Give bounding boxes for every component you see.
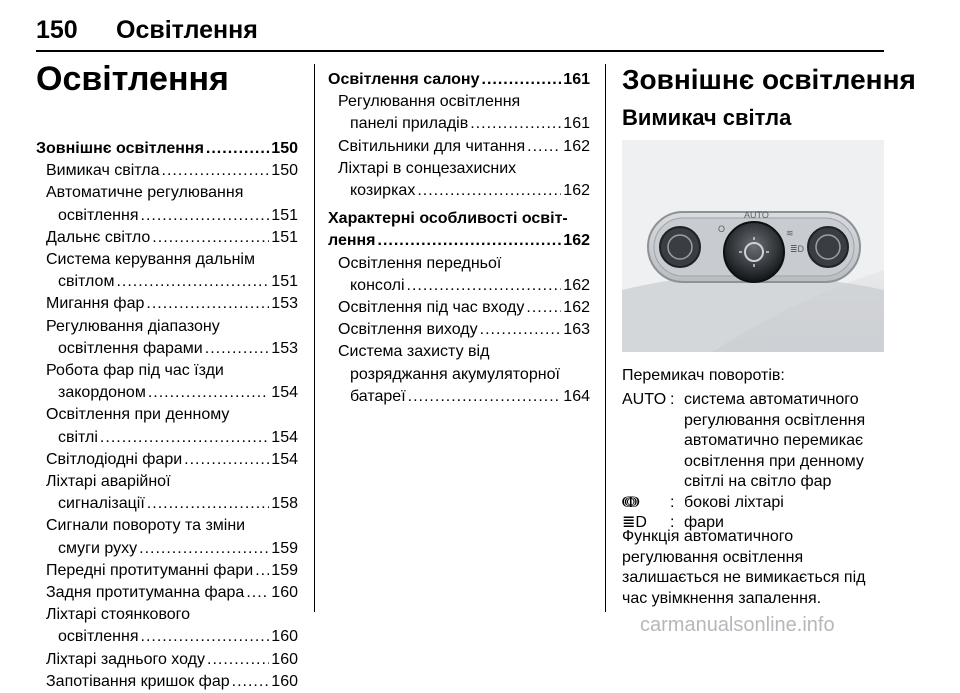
toc-entry-text: Ліхтарі в сонцезахисних bbox=[338, 159, 517, 177]
toc-page-number: 158 bbox=[271, 495, 298, 513]
toc-entry bbox=[328, 136, 590, 158]
toc-leader-dots bbox=[146, 293, 269, 315]
toc-leader-dots bbox=[246, 582, 269, 604]
definition-line: світлі на світло фар bbox=[684, 473, 832, 490]
toc-entry-text: розряджання акумуляторної bbox=[350, 365, 560, 383]
switch-definitions bbox=[622, 390, 884, 534]
running-title: Освітлення bbox=[116, 16, 258, 44]
definition-line: регулювання освітлення bbox=[684, 411, 866, 429]
toc-entry bbox=[36, 227, 298, 249]
toc-leader-dots bbox=[162, 160, 270, 182]
definition-separator: : bbox=[670, 493, 675, 511]
subsection-title: Вимикач світла bbox=[622, 105, 792, 130]
toc-entry-label: Світлодіодні фари bbox=[46, 450, 183, 468]
definition-value bbox=[684, 493, 884, 514]
paragraph-line: Функція автоматичного bbox=[622, 528, 794, 545]
toc-page-number: 159 bbox=[271, 561, 298, 579]
toc-entry-text: Освітлення при денному bbox=[46, 406, 230, 424]
toc-page-number: 161 bbox=[563, 115, 590, 133]
toc-entry-text: Автоматичне регулювання bbox=[46, 184, 244, 202]
toc-leader-dots bbox=[139, 538, 269, 560]
toc-page-number: 162 bbox=[563, 232, 590, 250]
column-divider-right bbox=[605, 64, 606, 612]
paragraph-line: час увімкнення запалення. bbox=[622, 589, 822, 607]
toc-entry bbox=[36, 582, 298, 604]
toc-entry bbox=[328, 297, 590, 319]
definition-line: система автоматичного bbox=[684, 391, 859, 408]
toc-page-number: 160 bbox=[271, 584, 298, 602]
svg-text:≣D: ≣D bbox=[790, 244, 805, 254]
definition-key: ≣D bbox=[622, 514, 647, 531]
auto-label: AUTO bbox=[744, 210, 769, 220]
toc-leader-dots bbox=[480, 319, 562, 341]
toc-leader-dots bbox=[407, 275, 562, 297]
toc-leader-dots bbox=[408, 386, 562, 408]
toc-page-number: 162 bbox=[563, 137, 590, 155]
toc-leader-dots bbox=[152, 227, 269, 249]
toc-entry bbox=[36, 271, 298, 293]
definition-row bbox=[622, 493, 884, 514]
toc-entry-text: Регулювання освітлення bbox=[338, 93, 521, 111]
toc-entry-label: Зовнішнє освітлення bbox=[36, 140, 204, 157]
toc-entry bbox=[36, 560, 298, 582]
definition-key: ↈ bbox=[622, 493, 640, 511]
toc-entry bbox=[36, 338, 298, 360]
toc-entry-label: Освітлення салону bbox=[328, 71, 480, 88]
definition-line: освітлення при денному bbox=[684, 452, 864, 470]
toc-entry-label: батареї bbox=[350, 387, 406, 405]
definition-separator: : bbox=[670, 391, 675, 408]
toc-page-number: 163 bbox=[563, 321, 590, 339]
toc-entry-text: Система керування дальнім bbox=[46, 251, 255, 269]
toc-leader-dots bbox=[470, 113, 561, 135]
toc-leader-dots bbox=[116, 271, 269, 293]
toc-leader-dots bbox=[147, 493, 270, 515]
toc-entry bbox=[36, 649, 298, 671]
paragraph-line: регулювання освітлення bbox=[622, 548, 804, 566]
toc-page-number: 151 bbox=[271, 206, 298, 224]
toc-entry bbox=[328, 180, 590, 202]
toc-entry-label: Ліхтарі заднього ходу bbox=[46, 650, 205, 668]
svg-text:≋: ≋ bbox=[786, 228, 794, 238]
toc-entry bbox=[36, 493, 298, 515]
definition-separator: : bbox=[670, 514, 675, 531]
toc-page-number: 162 bbox=[563, 276, 590, 294]
paragraph-line: залишається не вимикається під bbox=[622, 569, 866, 586]
toc-leader-dots bbox=[141, 205, 270, 227]
toc-entry bbox=[36, 538, 298, 560]
toc-leader-dots bbox=[184, 449, 269, 471]
toc-entry-label: освітлення bbox=[58, 628, 139, 646]
toc-entry-label: освітлення фарами bbox=[58, 339, 203, 357]
toc-leader-dots bbox=[527, 136, 561, 158]
toc-entry bbox=[36, 449, 298, 471]
toc-page-number: 153 bbox=[271, 339, 298, 357]
toc-page-number: 162 bbox=[563, 299, 590, 317]
toc-entry bbox=[36, 427, 298, 449]
toc-entry-label: Передні протитуманні фари bbox=[46, 561, 254, 579]
toc-entry bbox=[36, 160, 298, 182]
toc-column-left bbox=[36, 138, 298, 693]
toc-entry bbox=[36, 138, 298, 160]
toc-page-number: 154 bbox=[271, 384, 298, 402]
toc-leader-dots bbox=[482, 69, 562, 91]
toc-page-number: 164 bbox=[563, 387, 590, 405]
toc-entry bbox=[328, 319, 590, 341]
toc-entry bbox=[36, 671, 298, 693]
light-switch-illustration bbox=[622, 140, 884, 352]
toc-leader-dots bbox=[206, 138, 269, 160]
toc-entry bbox=[328, 275, 590, 297]
toc-entry-label: Вимикач світла bbox=[46, 162, 160, 180]
auto-function-paragraph bbox=[622, 527, 865, 609]
chapter-title: Освітлення bbox=[36, 60, 229, 98]
definition-line: автоматично перемикає bbox=[684, 432, 864, 449]
toc-entry-label: світлі bbox=[58, 428, 98, 446]
toc-entry-label: Мигання фар bbox=[46, 295, 145, 313]
toc-entry-text: Система захисту від bbox=[338, 343, 490, 361]
toc-entry-label: Дальнє світло bbox=[46, 228, 151, 246]
definition-line: бокові ліхтарі bbox=[684, 493, 784, 511]
toc-entry-label: Освітлення під час входу bbox=[338, 299, 525, 317]
toc-entry-label: Світильники для читання bbox=[338, 137, 526, 155]
toc-entry-text: Ліхтарі аварійної bbox=[46, 473, 171, 491]
toc-entry-text: Характерні особливості освіт- bbox=[328, 210, 568, 228]
toc-page-number: 154 bbox=[271, 450, 298, 468]
toc-entry-label: козирках bbox=[350, 182, 416, 200]
toc-entry bbox=[36, 205, 298, 227]
toc-entry bbox=[328, 230, 590, 252]
toc-page-number: 160 bbox=[271, 672, 298, 690]
page-number: 150 bbox=[36, 16, 78, 44]
toc-entry-label: Задня протитуманна фара bbox=[46, 584, 245, 602]
toc-entry-label: сигналізації bbox=[58, 495, 145, 513]
toc-entry-text: Регулювання діапазону bbox=[46, 317, 220, 335]
switch-intro: Перемикач поворотів: bbox=[622, 367, 785, 384]
toc-entry-label: Освітлення виходу bbox=[338, 321, 478, 339]
toc-entry-text: Освітлення передньої bbox=[338, 254, 502, 272]
toc-entry-label: Запотівання кришок фар bbox=[46, 672, 230, 690]
toc-entry-label: лення bbox=[328, 232, 376, 250]
column-divider-left bbox=[314, 64, 315, 612]
toc-page-number: 160 bbox=[271, 628, 298, 646]
toc-leader-dots bbox=[148, 382, 269, 404]
toc-leader-dots bbox=[378, 230, 562, 252]
toc-leader-dots bbox=[417, 180, 561, 202]
toc-entry-label: світлом bbox=[58, 273, 115, 291]
watermark: carmanualsonline.info bbox=[640, 614, 835, 636]
toc-page-number: 161 bbox=[563, 71, 590, 88]
definition-line: фари bbox=[684, 514, 724, 531]
toc-entry-label: панелі приладів bbox=[350, 115, 469, 133]
toc-page-number: 151 bbox=[271, 228, 298, 246]
toc-entry-label: смуги руху bbox=[58, 539, 138, 557]
light-switch-photo bbox=[622, 140, 884, 352]
toc-page-number: 150 bbox=[271, 162, 298, 180]
toc-leader-dots bbox=[207, 649, 269, 671]
toc-entry bbox=[36, 382, 298, 404]
toc-page-number: 154 bbox=[271, 428, 298, 446]
toc-leader-dots bbox=[205, 338, 270, 360]
toc-entry-label: освітлення bbox=[58, 206, 139, 224]
toc-column-middle bbox=[328, 69, 590, 408]
toc-entry bbox=[328, 113, 590, 135]
toc-page-number: 150 bbox=[271, 140, 298, 157]
definition-key: AUTO bbox=[622, 391, 667, 408]
toc-page-number: 160 bbox=[271, 650, 298, 668]
svg-text:O: O bbox=[718, 224, 726, 234]
toc-entry-text: Сигнали повороту та зміни bbox=[46, 517, 246, 535]
toc-entry bbox=[328, 386, 590, 408]
page-header bbox=[36, 12, 884, 52]
toc-leader-dots bbox=[100, 427, 269, 449]
toc-entry bbox=[328, 69, 590, 91]
toc-leader-dots bbox=[141, 626, 270, 648]
toc-page-number: 159 bbox=[271, 539, 298, 557]
toc-entry-text: Ліхтарі стоянкового bbox=[46, 606, 191, 624]
toc-page-number: 151 bbox=[271, 273, 298, 291]
toc-entry-text: Робота фар під час їзди bbox=[46, 362, 224, 380]
toc-entry bbox=[36, 293, 298, 315]
toc-entry bbox=[36, 626, 298, 648]
toc-leader-dots bbox=[255, 560, 269, 582]
toc-page-number: 162 bbox=[563, 182, 590, 200]
section-title: Зовнішнє освітлення bbox=[622, 64, 916, 95]
definition-value bbox=[684, 390, 884, 493]
toc-leader-dots bbox=[526, 297, 561, 319]
toc-leader-dots bbox=[232, 671, 270, 693]
toc-entry-label: закордоном bbox=[58, 384, 146, 402]
toc-page-number: 153 bbox=[271, 295, 298, 313]
toc-entry-label: консолі bbox=[350, 276, 405, 294]
definition-row bbox=[622, 390, 884, 493]
